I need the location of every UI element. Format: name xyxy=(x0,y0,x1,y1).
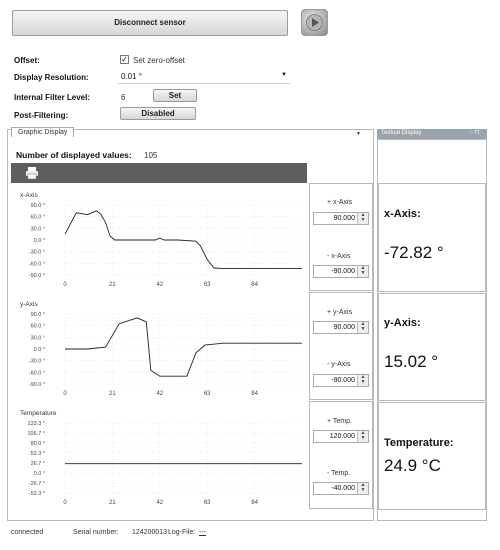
chart-toolbar xyxy=(11,163,307,183)
serial-number-label: Serial number: xyxy=(73,529,119,536)
plot-title: Temperature xyxy=(20,410,57,417)
y-tick-label: -90.0 ° xyxy=(28,382,45,388)
x-tick-label: 0 xyxy=(63,500,67,506)
num-values-label: Number of displayed values: xyxy=(16,150,132,160)
plus-x-axis-spinner[interactable] xyxy=(313,212,369,225)
spinner-arrows-icon[interactable]: ▲ ▼ xyxy=(357,213,368,224)
y-tick-label: 90.0 ° xyxy=(30,312,45,318)
textual-display-title: Textual Display xyxy=(381,130,422,136)
display-resolution-select[interactable] xyxy=(118,70,290,84)
series-line-y-axis xyxy=(65,318,302,376)
minus-temp-spinner[interactable] xyxy=(313,482,369,495)
plot-title: y-Axis xyxy=(20,301,38,308)
y-tick-label: 80.0 ° xyxy=(30,441,45,447)
pin-icon[interactable]: - ⊓ xyxy=(471,130,480,136)
printer-icon xyxy=(25,166,39,180)
status-connected: connected xyxy=(11,529,44,536)
play-button[interactable] xyxy=(301,9,328,36)
x-axis-big-label: x-Axis: xyxy=(384,208,421,220)
disconnect-sensor-button[interactable]: Disconnect sensor xyxy=(12,10,288,36)
filter-level-value[interactable]: 6 xyxy=(121,93,126,102)
chevron-down-icon: ▼ xyxy=(281,72,287,78)
x-tick-label: 0 xyxy=(63,391,67,397)
x-tick-label: 84 xyxy=(251,500,258,506)
y-tick-label: 30.0 ° xyxy=(30,335,45,342)
log-file-label: Log-File: xyxy=(168,529,196,536)
play-icon xyxy=(302,10,327,35)
y-tick-label: -26.7 ° xyxy=(28,481,45,487)
charts-area xyxy=(10,183,320,523)
x-tick-label: 63 xyxy=(203,282,211,288)
y-tick-label: -60.0 ° xyxy=(28,261,45,268)
x-tick-label: 21 xyxy=(109,282,116,288)
x-tick-label: 42 xyxy=(156,391,164,397)
post-filtering-button[interactable]: Disabled xyxy=(120,107,196,120)
zero-offset-checkbox[interactable]: ✓ xyxy=(121,55,128,64)
y-tick-label: 0.0 ° xyxy=(33,347,45,353)
y-tick-label: 0.0 ° xyxy=(33,471,45,477)
display-resolution-value: 0.01 ° xyxy=(121,72,142,81)
series-line-x-axis xyxy=(65,211,302,269)
y-axis-big-value: 15.02 ° xyxy=(384,352,439,371)
panel-menu-arrow-icon[interactable]: ▼ xyxy=(356,131,361,137)
minus-x-axis-spinner[interactable] xyxy=(313,265,369,278)
plus-y-axis-value: 90.000 xyxy=(333,324,355,331)
num-values-input[interactable]: 105 xyxy=(144,151,158,160)
y-tick-label: 26.7 ° xyxy=(30,461,45,467)
spinner-arrows-icon[interactable]: ▲ ▼ xyxy=(357,431,368,442)
display-resolution-label: Display Resolution: xyxy=(14,73,89,82)
y-tick-label: 106.7 ° xyxy=(27,431,45,437)
y-tick-label: 53.3 ° xyxy=(30,451,45,457)
x-tick-label: 21 xyxy=(109,500,116,506)
minus-y-axis-value: -90.000 xyxy=(331,377,355,384)
x-tick-label: 42 xyxy=(156,282,164,288)
temperature-big-label: Temperature: xyxy=(384,437,454,449)
zero-offset-label: Set zero-offset xyxy=(133,56,185,65)
y-tick-label: 30.0 ° xyxy=(30,226,45,233)
spinner-arrows-icon[interactable]: ▲ ▼ xyxy=(357,375,368,386)
serial-number-value: 124200013 xyxy=(132,529,168,536)
x-tick-label: 0 xyxy=(63,282,67,288)
print-button[interactable] xyxy=(25,166,39,180)
offset-label: Offset: xyxy=(14,56,40,65)
spinner-arrows-icon[interactable]: ▲ ▼ xyxy=(357,322,368,333)
x-axis-value-box xyxy=(378,183,486,292)
y-tick-label: 60.0 ° xyxy=(30,323,45,330)
plus-x-axis-value: 90.000 xyxy=(333,215,355,222)
minus-temp-label: - Temp. xyxy=(327,470,351,477)
x-tick-label: 42 xyxy=(156,500,164,506)
x-tick-label: 63 xyxy=(203,391,211,397)
post-filtering-label: Post-Filtering: xyxy=(14,111,69,120)
plus-y-axis-label: + y-Axis xyxy=(327,309,353,316)
x-tick-label: 84 xyxy=(251,282,258,288)
plus-x-axis-label: + x-Axis xyxy=(327,199,353,206)
y-tick-label: -53.3 ° xyxy=(28,491,45,497)
plot-title: x-Axis xyxy=(20,192,38,199)
x-tick-label: 21 xyxy=(109,391,116,397)
x-axis-big-value: -72.82 ° xyxy=(384,243,444,262)
y-tick-label: -30.0 ° xyxy=(28,249,45,256)
filter-level-label: Internal Filter Level: xyxy=(14,93,91,102)
minus-y-axis-spinner[interactable] xyxy=(313,374,369,387)
spinner-arrows-icon[interactable]: ▲ ▼ xyxy=(357,266,368,277)
y-tick-label: -30.0 ° xyxy=(28,358,45,365)
set-filter-button[interactable]: Set xyxy=(153,89,197,102)
y-axis-value-box xyxy=(378,293,486,401)
minus-temp-value: -40.000 xyxy=(331,485,355,492)
plus-y-axis-spinner[interactable] xyxy=(313,321,369,334)
spinner-arrows-icon[interactable]: ▲ ▼ xyxy=(357,483,368,494)
log-file-link[interactable]: --- xyxy=(199,529,206,536)
x-tick-label: 63 xyxy=(203,500,211,506)
y-tick-label: 60.0 ° xyxy=(30,214,45,221)
plus-temp-value: 120.000 xyxy=(329,433,355,440)
plus-temp-spinner[interactable] xyxy=(313,430,369,443)
y-tick-label: -90.0 ° xyxy=(28,273,45,279)
y-tick-label: -60.0 ° xyxy=(28,370,45,377)
minus-y-axis-label: - y-Axis xyxy=(327,361,351,368)
y-tick-label: 0.0 ° xyxy=(33,238,45,244)
y-tick-label: 133.3 ° xyxy=(27,421,45,427)
y-tick-label: 90.0 ° xyxy=(30,203,45,209)
y-axis-big-label: y-Axis: xyxy=(384,317,421,329)
plus-temp-label: + Temp. xyxy=(327,418,352,425)
temperature-big-value: 24.9 °C xyxy=(384,456,441,475)
minus-x-axis-value: -90.000 xyxy=(331,268,355,275)
x-tick-label: 84 xyxy=(251,391,258,397)
minus-x-axis-label: - x-Axis xyxy=(327,253,351,260)
tab-graphic-display[interactable]: Graphic Display xyxy=(11,127,74,137)
